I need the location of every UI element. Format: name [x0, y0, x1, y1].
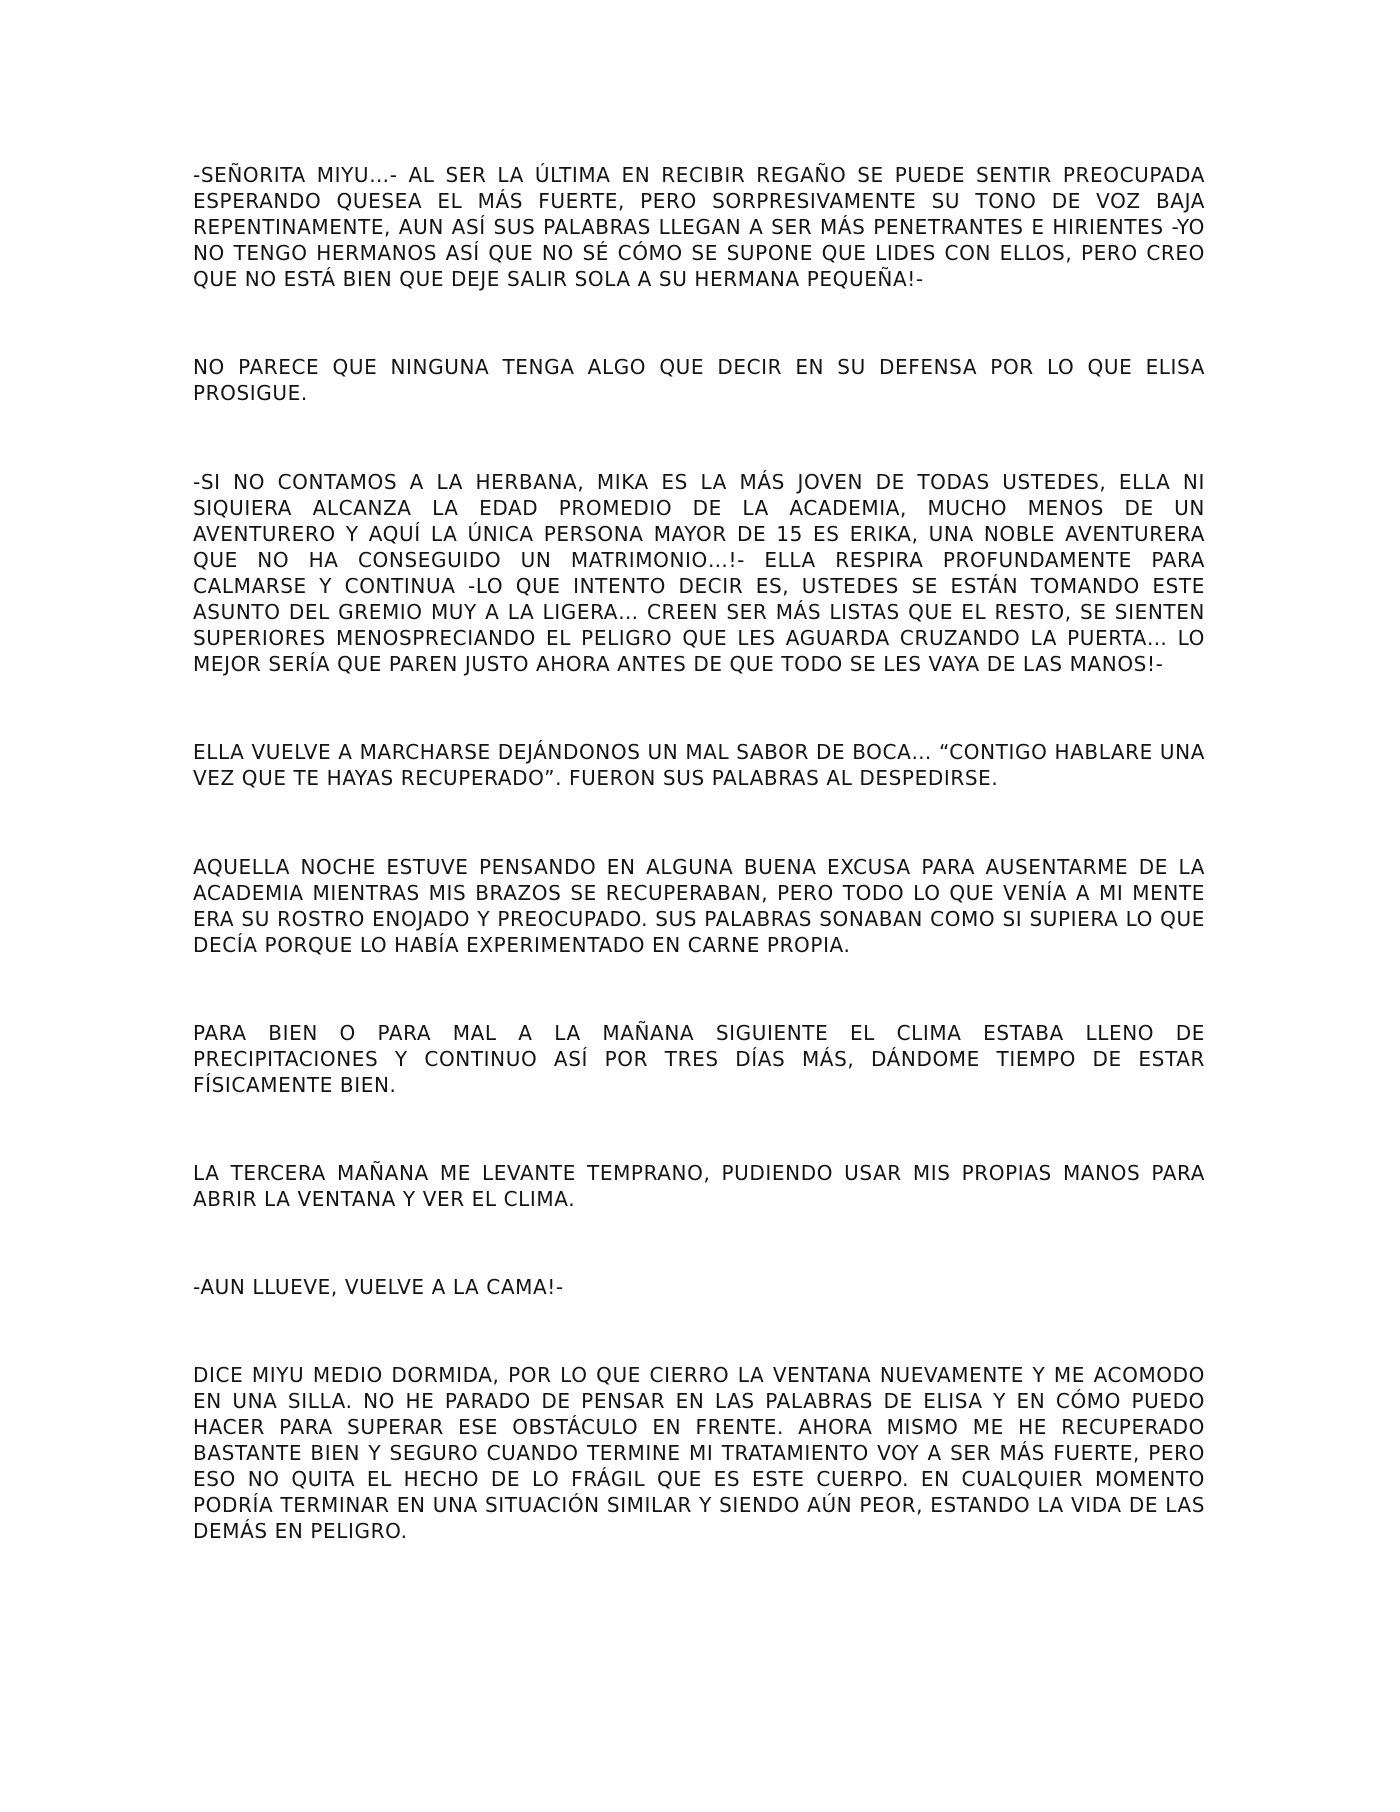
paragraph-3: -SI NO CONTAMOS A LA HERBANA, MIKA ES LA MÁS JOVEN DE TODAS USTEDES, ELLA NI SIQUIERA ALCANZA LA EDAD PROMEDIO DE LA ACADEMIA, MUCHO MENOS DE UN AVENTURERO Y AQUÍ LA ÚNICA PERSONA MAYOR DE 15 ES ERIKA, UNA NOBLE AVENTURERA QUE NO HA CONSEGUIDO UN MATRIMONIO…!- ELLA RESPIRA PROFUNDAMENTE PARA CALMARSE Y CONTINUA -LO QUE INTENTO DECIR ES, USTEDES SE ESTÁN TOMANDO ESTE ASUNTO DEL GREMIO MUY A LA LIGERA… CREEN SER MÁS LISTAS QUE EL RESTO, SE SIENTEN SUPERIORES MENOSPRECIANDO EL PELIGRO QUE LES AGUARDA CRUZANDO LA PUERTA… LO MEJOR SERÍA QUE PAREN JUSTO AHORA ANTES DE QUE TODO SE LES VAYA DE LAS MANOS!-: [193, 470, 1205, 676]
paragraph-8: -AUN LLUEVE, VUELVE A LA CAMA!-: [193, 1275, 564, 1299]
document-body: [193, 162, 1205, 1544]
paragraph-2: NO PARECE QUE NINGUNA TENGA ALGO QUE DECIR EN SU DEFENSA POR LO QUE ELISA PROSIGUE.: [193, 355, 1205, 405]
paragraph-1: -SEÑORITA MIYU…- AL SER LA ÚLTIMA EN RECIBIR REGAÑO SE PUEDE SENTIR PREOCUPADA ESPERANDO QUESEA EL MÁS FUERTE, PERO SORPRESIVAMENTE SU TONO DE VOZ BAJA REPENTINAMENTE, AUN ASÍ SUS PALABRAS LLEGAN A SER MÁS PENETRANTES E HIRIENTES -YO NO TENGO HERMANOS ASÍ QUE NO SÉ CÓMO SE SUPONE QUE LIDES CON ELLOS, PERO CREO QUE NO ESTÁ BIEN QUE DEJE SALIR SOLA A SU HERMANA PEQUEÑA!-: [193, 163, 1205, 291]
paragraph-7: LA TERCERA MAÑANA ME LEVANTE TEMPRANO, PUDIENDO USAR MIS PROPIAS MANOS PARA ABRIR LA VENTANA Y VER EL CLIMA.: [193, 1161, 1205, 1211]
paragraph-5: AQUELLA NOCHE ESTUVE PENSANDO EN ALGUNA BUENA EXCUSA PARA AUSENTARME DE LA ACADEMIA MIENTRAS MIS BRAZOS SE RECUPERABAN, PERO TODO LO QUE VENÍA A MI MENTE ERA SU ROSTRO ENOJADO Y PREOCUPADO. SUS PALABRAS SONABAN COMO SI SUPIERA LO QUE DECÍA PORQUE LO HABÍA EXPERIMENTADO EN CARNE PROPIA.: [193, 855, 1205, 957]
paragraph-9: DICE MIYU MEDIO DORMIDA, POR LO QUE CIERRO LA VENTANA NUEVAMENTE Y ME ACOMODO EN UNA SILLA. NO HE PARADO DE PENSAR EN LAS PALABRAS DE ELISA Y EN CÓMO PUEDO HACER PARA SUPERAR ESE OBSTÁCULO EN FRENTE. AHORA MISMO ME HE RECUPERADO BASTANTE BIEN Y SEGURO CUANDO TERMINE MI TRATAMIENTO VOY A SER MÁS FUERTE, PERO ESO NO QUITA EL HECHO DE LO FRÁGIL QUE ES ESTE CUERPO. EN CUALQUIER MOMENTO PODRÍA TERMINAR EN UNA SITUACIÓN SIMILAR Y SIENDO AÚN PEOR, ESTANDO LA VIDA DE LAS DEMÁS EN PELIGRO.: [193, 1363, 1205, 1543]
paragraph-4: ELLA VUELVE A MARCHARSE DEJÁNDONOS UN MAL SABOR DE BOCA… “CONTIGO HABLARE UNA VEZ QUE TE HAYAS RECUPERADO”. FUERON SUS PALABRAS AL DESPEDIRSE.: [193, 740, 1205, 790]
paragraph-6: PARA BIEN O PARA MAL A LA MAÑANA SIGUIENTE EL CLIMA ESTABA LLENO DE PRECIPITACIONES Y CONTINUO ASÍ POR TRES DÍAS MÁS, DÁNDOME TIEMPO DE ESTAR FÍSICAMENTE BIEN.: [193, 1021, 1205, 1097]
